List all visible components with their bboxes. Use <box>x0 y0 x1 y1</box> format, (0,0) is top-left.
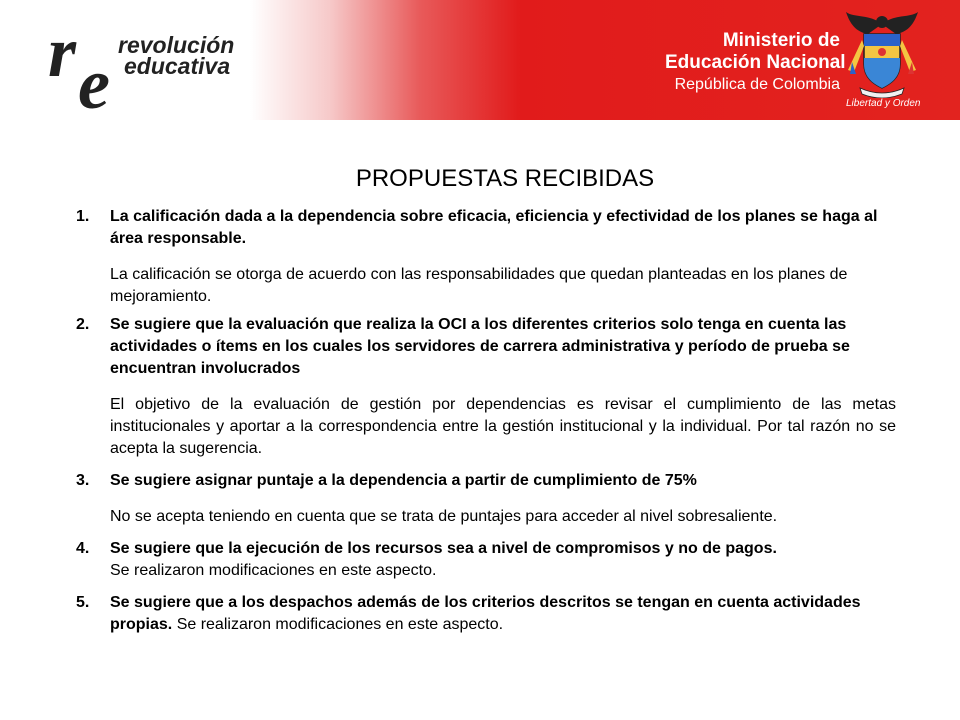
item-number: 4. <box>76 540 90 557</box>
proposal-text: Se sugiere que la ejecución de los recursos sea a nivel de compromisos y no de pagos. <box>110 540 777 557</box>
page-title: PROPUESTAS RECIBIDAS <box>355 165 655 192</box>
ministry-line-2: Educación Nacional <box>665 52 846 73</box>
ministry-line-1: Ministerio de <box>722 30 840 51</box>
proposal-text: Se sugiere asignar puntaje a la dependencia a partir de cumplimiento de 75% <box>110 472 697 489</box>
item-number: 1. <box>76 208 90 225</box>
response-text: No se acepta teniendo en cuenta que se trata de puntajes para acceder al nivel sobresaliente. <box>110 508 778 525</box>
proposal-text: Se sugiere que a los despachos además de los criterios descritos se tengan en cuenta actividades propias. <box>110 594 861 633</box>
proposal-text: La calificación dada a la dependencia sobre eficacia, eficiencia y efectividad de los planes se haga al área responsable. <box>110 208 878 247</box>
header-banner <box>0 0 960 124</box>
revolucion-educativa-logo <box>48 12 258 124</box>
item-number: 3. <box>76 472 90 489</box>
proposal-item-2 <box>72 314 896 460</box>
proposal-item-1 <box>72 206 896 308</box>
proposal-item-5 <box>72 592 896 636</box>
logo-word-revolucion: revolución <box>118 32 235 58</box>
proposal-text: Se sugiere que la evaluación que realiza la OCI a los diferentes criterios solo tenga en cuenta las actividades o ítems en los cuales los servidores de carrera administrativa y período de prueba se encuentran involucrados <box>110 316 850 377</box>
proposals-list <box>72 206 896 636</box>
ministry-name <box>665 30 846 96</box>
item-number: 2. <box>76 316 90 333</box>
ministry-line-3: República de Colombia <box>674 76 840 93</box>
coat-of-arms-icon <box>842 10 922 98</box>
proposal-with-response <box>110 592 896 636</box>
logo-initial-e: e <box>78 44 110 124</box>
response-text: Se realizaron modificaciones en este aspecto. <box>176 616 504 633</box>
response-text: La calificación se otorga de acuerdo con las responsabilidades que quedan planteadas en los planes de mejoramiento. <box>110 266 848 305</box>
response-text: Se realizaron modificaciones en este aspecto. <box>110 562 437 579</box>
coat-of-arms <box>842 10 922 114</box>
logo-word-educativa: educativa <box>124 53 231 79</box>
logo-initial-r: r <box>48 12 77 92</box>
response-text: El objetivo de la evaluación de gestión por dependencias es revisar el cumplimiento de las metas institucionales y aportar a la correspondencia entre la gestión institucional y la individual. Por tal razón no se acepta la sugerencia. <box>110 396 896 457</box>
proposal-item-3 <box>72 470 896 528</box>
proposal-item-4 <box>72 538 896 582</box>
item-number: 5. <box>76 594 90 611</box>
shield-motto: Libertad y Orden <box>846 98 921 109</box>
